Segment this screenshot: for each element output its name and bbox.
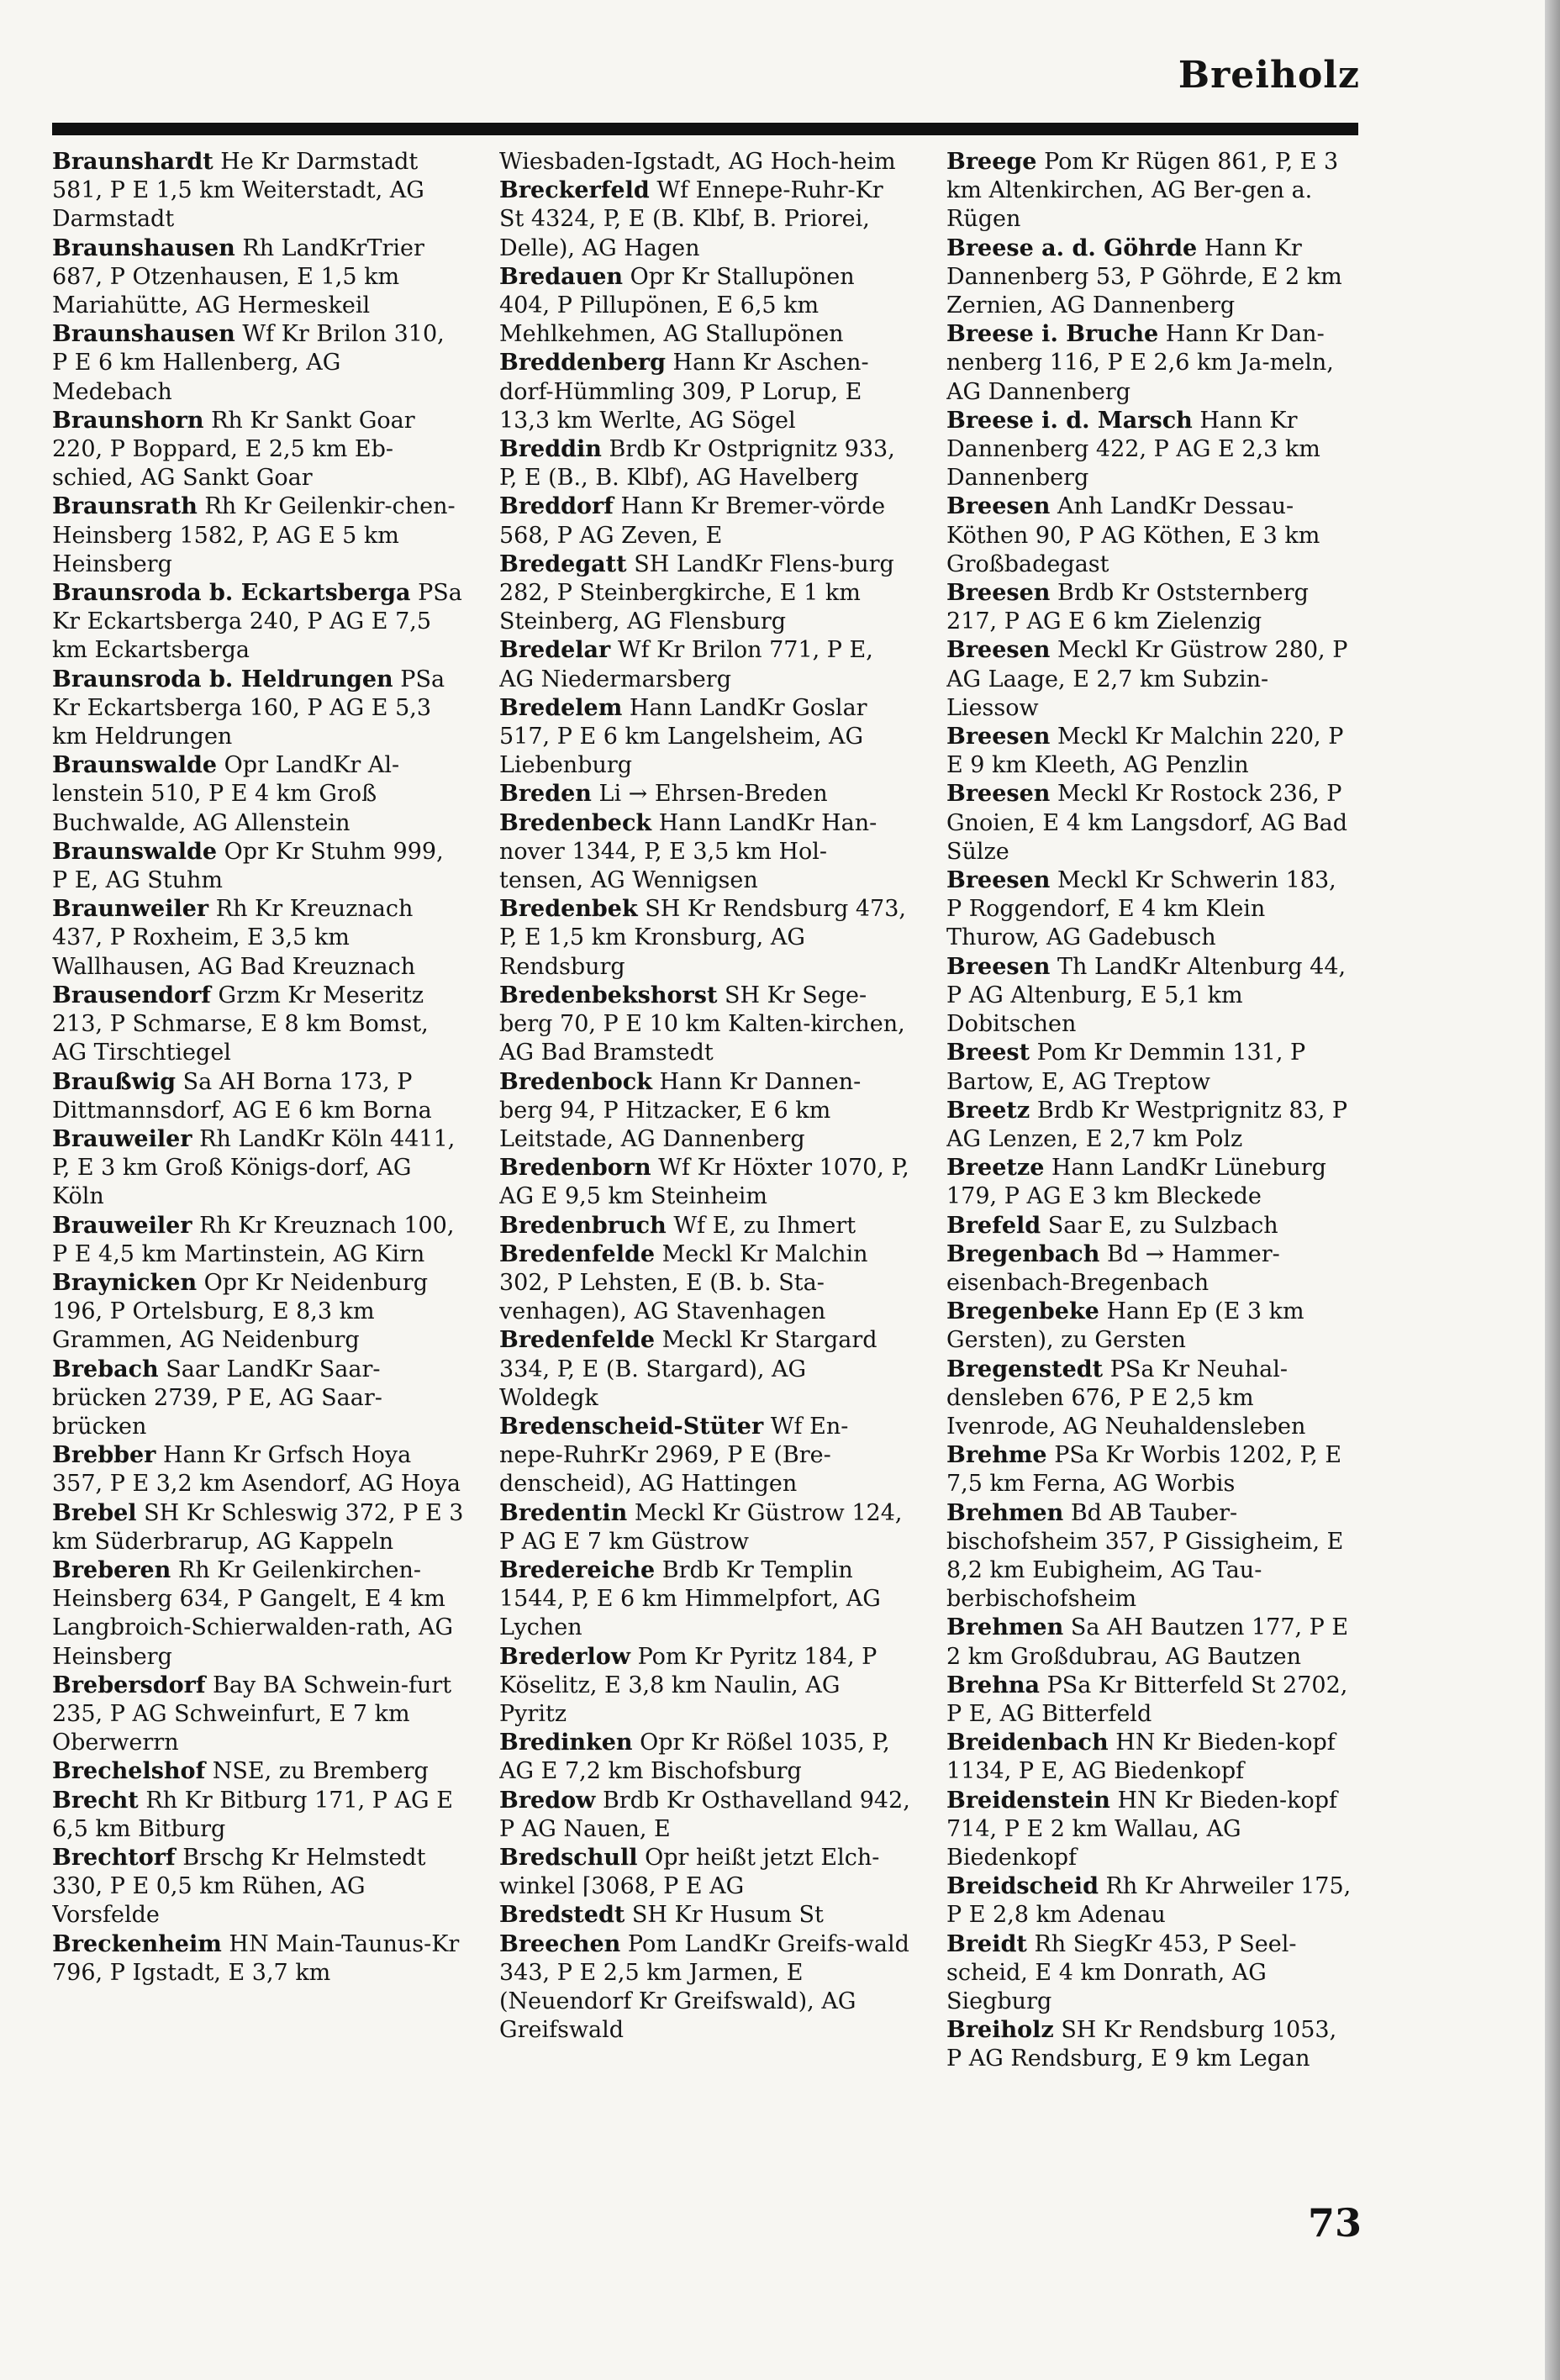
gazetteer-entry (52, 1356, 464, 1442)
entry-headword: Bredinken (499, 1730, 633, 1756)
entry-headword: Breesen (946, 580, 1051, 607)
entry-headword: Braunsroda b. Eckartsberga (52, 580, 411, 607)
entry-headword: Breddin (499, 436, 602, 463)
gazetteer-entry (946, 1729, 1358, 1786)
entry-headword: Brehmen (946, 1614, 1064, 1641)
entry-headword: Brauweiler (52, 1212, 192, 1239)
entry-headword: Bredschull (499, 1844, 638, 1871)
entry-headword: Bredelar (499, 637, 611, 664)
entry-text: Pom Kr Demmin 131, P Bartow, E, AG Treptow (946, 1040, 1306, 1095)
entry-headword: Braunshardt (52, 149, 213, 175)
entry-headword: Breesen (946, 867, 1051, 894)
entry-headword: Bredenbock (499, 1068, 652, 1095)
entry-headword: Bredenfelde (499, 1240, 656, 1267)
entry-text: Opr heißt jetzt Elch-winkel ⌈3068, P E AG (499, 1844, 880, 1900)
gazetteer-entry (946, 1039, 1358, 1096)
gazetteer-entry (52, 1441, 464, 1498)
gazetteer-entry (499, 1413, 911, 1499)
entry-text: Meckl Kr Malchin 220, P E 9 km Kleeth, AG Penzlin (946, 724, 1344, 779)
entry-text: SH Kr Rendsburg 473, P, E 1,5 km Kronsburg, AG Rendsburg (499, 896, 906, 980)
entry-text: Hann Ep (E 3 km Gersten), zu Gersten (946, 1298, 1304, 1354)
column-2 (499, 148, 911, 2224)
gazetteer-entry (946, 579, 1358, 636)
gazetteer-entry (52, 1068, 464, 1125)
entry-headword: Bredenscheid-Stüter (499, 1413, 764, 1440)
entry-headword: Breden (499, 781, 592, 808)
gazetteer-entry (52, 1930, 464, 1988)
entry-headword: Braunswalde (52, 838, 218, 865)
gazetteer-entry (52, 1499, 464, 1556)
gazetteer-entry (499, 636, 911, 693)
entry-text: Meckl Kr Güstrow 124, P AG E 7 km Güstrow (499, 1499, 903, 1555)
entry-headword: Breddenberg (499, 350, 666, 376)
entry-headword: Bregenbeke (946, 1298, 1099, 1325)
gazetteer-entry (499, 780, 911, 808)
entry-headword: Braunsrath (52, 493, 198, 520)
entry-headword: Bredow (499, 1787, 596, 1814)
page-edge (1545, 0, 1560, 2380)
gazetteer-entry (499, 1326, 911, 1413)
entry-text: SH Kr Husum St (631, 1902, 824, 1929)
entry-headword: Braußwig (52, 1068, 177, 1095)
entry-headword: Breidt (946, 1930, 1027, 1957)
entry-headword: Bredstedt (499, 1902, 625, 1929)
gazetteer-entry (946, 723, 1358, 780)
entry-headword: Braunshorn (52, 407, 204, 434)
entry-headword: Breckerfeld (499, 177, 650, 204)
gazetteer-entry (499, 1068, 911, 1155)
entry-text: Hann Kr Grfsch Hoya 357, P E 3,2 km Asendorf, AG Hoya (52, 1442, 461, 1498)
gazetteer-entry (946, 234, 1358, 321)
gazetteer-entry (499, 982, 911, 1068)
entry-headword: Breese i. Bruche (946, 321, 1159, 348)
gazetteer-entry (52, 1672, 464, 1758)
gazetteer-entry (52, 579, 464, 666)
entry-text: Hann Kr Aschen-dorf-Hümmling 309, P Lorup, E 13,3 km Werlte, AG Sögel (499, 350, 869, 434)
gazetteer-entry (946, 1097, 1358, 1154)
entry-headword: Brechelshof (52, 1758, 206, 1785)
entry-text: PSa Kr Worbis 1202, P, E 7,5 km Ferna, AG Worbis (946, 1442, 1342, 1498)
entry-text: Rh Kr Kreuznach 437, P Roxheim, E 3,5 km Wallhausen, AG Bad Kreuznach (52, 896, 416, 980)
gazetteer-entry (499, 349, 911, 435)
gazetteer-entry (946, 1212, 1358, 1240)
entry-headword: Braunshausen (52, 321, 235, 348)
entry-headword: Brehmen (946, 1499, 1064, 1526)
entry-headword: Brehme (946, 1442, 1047, 1469)
entry-text: Sa AH Borna 173, P Dittmannsdorf, AG E 6 km Borna (52, 1068, 432, 1124)
entry-text: Bay BA Schwein-furt 235, P AG Schweinfurt, E 7 km Oberwerrn (52, 1672, 452, 1756)
entry-text: Bd → Hammer-eisenbach-Bregenbach (946, 1240, 1280, 1296)
entry-text: Pom Kr Pyritz 184, P Köselitz, E 3,8 km Naulin, AG Pyritz (499, 1643, 878, 1727)
entry-text: Brdb Kr Ostprignitz 933, P, E (B., B. Klbf), AG Havelberg (499, 436, 895, 492)
gazetteer-entry (499, 492, 911, 550)
gazetteer-entry (499, 550, 911, 637)
gazetteer-entry (946, 866, 1358, 953)
entry-headword: Breese i. d. Marsch (946, 407, 1193, 434)
gazetteer-entry (499, 1499, 911, 1556)
gazetteer-entry (499, 1154, 911, 1211)
entry-text: Hann LandKr Goslar 517, P E 6 km Langelsheim, AG Liebenburg (499, 694, 867, 779)
entry-text: Brdb Kr Osthavelland 942, P AG Nauen, E (499, 1787, 910, 1842)
entry-text: Saar E, zu Sulzbach (1047, 1212, 1278, 1239)
entry-headword: Breese a. d. Göhrde (946, 234, 1198, 261)
gazetteer-entry (946, 492, 1358, 579)
gazetteer-entry (946, 1298, 1358, 1355)
entry-headword: Breiholz (946, 2017, 1054, 2044)
entry-headword: Bredenbekshorst (499, 982, 718, 1008)
entry-text: Opr Kr Stallupönen 404, P Pillupönen, E 6,5 km Mehlkehmen, AG Stallupönen (499, 263, 855, 348)
entry-text: HN Kr Bieden-kopf 714, P E 2 km Wallau, AG Biedenkopf (946, 1787, 1338, 1871)
entry-headword: Breesen (946, 724, 1051, 750)
gazetteer-entry (52, 1844, 464, 1930)
entry-text: He Kr Darmstadt 581, P E 1,5 km Weiterstadt, AG Darmstadt (52, 149, 424, 233)
entry-headword: Brefeld (946, 1212, 1041, 1239)
entry-text: HN Main-Taunus-Kr 796, P Igstadt, E 3,7 km (52, 1930, 460, 1986)
entry-text: Pom LandKr Greifs-wald 343, P E 2,5 km Jarmen, E (Neuendorf Kr Greifswald), AG Greifswald (499, 1930, 909, 2044)
entry-text: NSE, zu Bremberg (212, 1758, 429, 1785)
gazetteer-entry (52, 982, 464, 1068)
entry-headword: Bredenbeck (499, 809, 652, 836)
gazetteer-entry (52, 1787, 464, 1844)
gazetteer-entry (499, 1844, 911, 1901)
entry-headword: Breidscheid (946, 1873, 1099, 1900)
entry-text: Hann LandKr Han-nover 1344, P, E 3,5 km Hol-tensen, AG Wennigsen (499, 809, 878, 894)
gazetteer-entry (499, 176, 911, 263)
gazetteer-entry (946, 953, 1358, 1040)
gazetteer-entry (946, 1787, 1358, 1873)
entry-text: Wf Kr Höxter 1070, P, AG E 9,5 km Steinheim (499, 1155, 909, 1210)
gazetteer-entry (946, 320, 1358, 407)
entry-headword: Brecht (52, 1787, 139, 1814)
entry-headword: Breddorf (499, 493, 614, 520)
gazetteer-entry (52, 1125, 464, 1212)
entry-text: Meckl Kr Malchin 302, P Lehsten, E (B. b. Sta-venhagen), AG Stavenhagen (499, 1240, 868, 1325)
gazetteer-entry (946, 636, 1358, 723)
entry-headword: Bredauen (499, 263, 624, 290)
gazetteer-entry (52, 751, 464, 838)
entry-text: HN Kr Bieden-kopf 1134, P E, AG Biedenkopf (946, 1730, 1336, 1785)
entry-headword: Breege (946, 149, 1037, 175)
entry-headword: Breidenbach (946, 1730, 1109, 1756)
gazetteer-entry (946, 1872, 1358, 1930)
entry-headword: Breidenstein (946, 1787, 1110, 1814)
entry-headword: Brebel (52, 1499, 137, 1526)
entry-headword: Brauweiler (52, 1125, 192, 1152)
entry-headword: Breckenheim (52, 1930, 222, 1957)
entry-text: Brschg Kr Helmstedt 330, P E 0,5 km Rühen, AG Vorsfelde (52, 1844, 426, 1929)
entry-headword: Bredenbek (499, 896, 638, 923)
gazetteer-entry (499, 694, 911, 781)
gazetteer-entry (946, 1441, 1358, 1498)
entry-headword: Breesen (946, 953, 1051, 980)
gazetteer-entry (499, 809, 911, 896)
entry-text: Wiesbaden-Igstadt, AG Hoch-heim (499, 149, 896, 175)
gazetteer-entry (946, 407, 1358, 493)
entry-text: Grzm Kr Meseritz 213, P Schmarse, E 8 km Bomst, AG Tirschtiegel (52, 982, 429, 1066)
entry-text: Opr Kr Rößel 1035, P, AG E 7,2 km Bischofsburg (499, 1730, 890, 1785)
entry-text: Opr LandKr Al-lenstein 510, P E 4 km Groß Buchwalde, AG Allenstein (52, 752, 400, 836)
entry-headword: Braunsroda b. Heldrungen (52, 666, 393, 692)
entry-headword: Braunweiler (52, 896, 209, 923)
entry-text: Saar LandKr Saar-brücken 2739, P E, AG Saar-brücken (52, 1356, 382, 1440)
entry-text: Wf E, zu Ihmert (673, 1212, 856, 1239)
entry-text: PSa Kr Eckartsberga 160, P AG E 5,3 km Heldrungen (52, 666, 445, 750)
entry-headword: Bregenstedt (946, 1356, 1104, 1382)
gazetteer-entry (946, 1240, 1358, 1298)
gazetteer-entry (52, 1556, 464, 1672)
gazetteer-entry (52, 407, 464, 493)
gazetteer-entry (499, 1930, 911, 2046)
entry-headword: Bredegatt (499, 550, 627, 577)
entry-text: Rh Kr Geilenkir-chen-Heinsberg 1582, P, AG E 5 km Heinsberg (52, 493, 456, 577)
gazetteer-entry (499, 1729, 911, 1786)
entry-text: Brdb Kr Westprignitz 83, P AG Lenzen, E 2,7 km Polz (946, 1097, 1348, 1152)
gazetteer-entry (52, 492, 464, 579)
gazetteer-entry (946, 1672, 1358, 1729)
gazetteer-entry (946, 148, 1358, 234)
entry-headword: Bredelem (499, 694, 623, 721)
entry-text: PSa Kr Bitterfeld St 2702, P E, AG Bitterfeld (946, 1672, 1348, 1727)
entry-headword: Breesen (946, 493, 1051, 520)
entry-text: SH Kr Schleswig 372, P E 3 km Süderbrarup, AG Kappeln (52, 1499, 464, 1555)
page-number: 73 (1307, 2200, 1362, 2246)
entry-text: Hann Kr Bremer-vörde 568, P AG Zeven, E (499, 493, 886, 549)
gazetteer-entry (499, 1556, 911, 1643)
entry-text: Bd AB Tauber-bischofsheim 357, P Gissigheim, E 8,2 km Eubigheim, AG Tau-berbischofsheim (946, 1499, 1344, 1613)
gazetteer-entry (946, 1154, 1358, 1211)
entry-headword: Bredentin (499, 1499, 628, 1526)
gazetteer-entry (52, 1757, 464, 1786)
gazetteer-entry (946, 1499, 1358, 1614)
gazetteer-entry (52, 1269, 464, 1356)
gazetteer-entry (946, 1930, 1358, 2017)
entry-headword: Bregenbach (946, 1240, 1100, 1267)
entry-text: Rh Kr Geilenkirchen-Heinsberg 634, P Gangelt, E 4 km Langbroich-Schierwalden-rath, AG Heinsberg (52, 1556, 454, 1670)
gazetteer-entry (52, 895, 464, 982)
entry-text: Meckl Kr Güstrow 280, P AG Laage, E 2,7 km Subzin-Liessow (946, 637, 1348, 721)
gazetteer-entry (499, 1901, 911, 1930)
entry-text: Brdb Kr Templin 1544, P, E 6 km Himmelpfort, AG Lychen (499, 1556, 881, 1641)
entry-headword: Breesen (946, 637, 1051, 664)
gazetteer-entry (499, 895, 911, 982)
entry-text: Rh LandKr Köln 4411, P, E 3 km Groß Königs-dorf, AG Köln (52, 1125, 456, 1210)
entry-text: SH Kr Sege-berg 70, P E 10 km Kalten-kirchen, AG Bad Bramstedt (499, 982, 905, 1066)
entry-text: SH Kr Rendsburg 1053, P AG Rendsburg, E 9 km Legan (946, 2017, 1337, 2072)
entry-text: Wf Kr Brilon 771, P E, AG Niedermarsberg (499, 637, 873, 692)
entry-headword: Braunswalde (52, 752, 218, 779)
gazetteer-entry (946, 1356, 1358, 1442)
entry-text: Pom Kr Rügen 861, P, E 3 km Altenkirchen, AG Ber-gen a. Rügen (946, 149, 1339, 233)
entry-headword: Breberen (52, 1556, 171, 1583)
entry-text: Opr Kr Stuhm 999, P E, AG Stuhm (52, 838, 444, 894)
column-3 (946, 148, 1358, 2224)
entry-headword: Braynicken (52, 1269, 198, 1296)
entry-text: Hann Kr Dannenberg 422, P AG E 2,3 km Dannenberg (946, 407, 1320, 492)
gazetteer-entry (52, 666, 464, 752)
entry-headword: Brausendorf (52, 982, 211, 1008)
entry-text: Rh Kr Ahrweiler 175, P E 2,8 km Adenau (946, 1873, 1352, 1929)
gazetteer-entry (499, 263, 911, 350)
entry-text: Wf En-nepe-RuhrKr 2969, P E (Bre-denscheid), AG Hattingen (499, 1413, 849, 1498)
entry-text: Hann Kr Dannenberg 53, P Göhrde, E 2 km Zernien, AG Dannenberg (946, 234, 1342, 319)
entry-headword: Bredenbruch (499, 1212, 667, 1239)
entry-text: PSa Kr Neuhal-densleben 676, P E 2,5 km Ivenrode, AG Neuhaldensleben (946, 1356, 1306, 1440)
gazetteer-entry (499, 1240, 911, 1327)
entry-text: Meckl Kr Schwerin 183, P Roggendorf, E 4 km Klein Thurow, AG Gadebusch (946, 867, 1336, 951)
entry-text: Hann Kr Dan-nenberg 116, P E 2,6 km Ja-meln, AG Dannenberg (946, 321, 1334, 405)
entry-text: Th LandKr Altenburg 44, P AG Altenburg, E 5,1 km Dobitschen (946, 953, 1347, 1038)
entry-text: Brdb Kr Oststernberg 217, P AG E 6 km Zielenzig (946, 580, 1309, 635)
entry-headword: Brebach (52, 1356, 159, 1382)
gazetteer-entry (499, 148, 911, 176)
entry-text: Meckl Kr Rostock 236, P Gnoien, E 4 km Langsdorf, AG Bad Sülze (946, 781, 1348, 865)
entry-headword: Breetze (946, 1155, 1045, 1182)
gazetteer-entry (52, 320, 464, 407)
gazetteer-entry (946, 780, 1358, 866)
entry-headword: Breest (946, 1040, 1030, 1066)
gazetteer-entry (499, 435, 911, 492)
entry-text: Rh Kr Bitburg 171, P AG E 6,5 km Bitburg (52, 1787, 453, 1842)
entry-text: Sa AH Bautzen 177, P E 2 km Großdubrau, AG Bautzen (946, 1614, 1349, 1670)
entry-headword: Bredenborn (499, 1155, 651, 1182)
entry-text: Meckl Kr Stargard 334, P, E (B. Stargard), AG Woldegk (499, 1327, 878, 1411)
entry-headword: Braunshausen (52, 234, 235, 261)
gazetteer-entry (946, 1614, 1358, 1671)
gazetteer-entry (946, 2016, 1358, 2073)
gazetteer-entry (499, 1787, 911, 1844)
gazetteer-entry (52, 148, 464, 234)
entry-text: Wf Ennepe-Ruhr-Kr St 4324, P, E (B. Klbf, B. Priorei, Delle), AG Hagen (499, 177, 883, 261)
entry-text: Opr Kr Neidenburg 196, P Ortelsburg, E 8,3 km Grammen, AG Neidenburg (52, 1269, 428, 1354)
entry-text: Wf Kr Brilon 310, P E 6 km Hallenberg, AG Medebach (52, 321, 445, 405)
gazetteer-entry (52, 1212, 464, 1269)
entry-text: Rh Kr Sankt Goar 220, P Boppard, E 2,5 km Eb-schied, AG Sankt Goar (52, 407, 415, 492)
header-rule (52, 123, 1358, 135)
entry-headword: Bredenfelde (499, 1327, 656, 1354)
column-1 (52, 148, 464, 2224)
entry-headword: Breesen (946, 781, 1051, 808)
entry-text: Li → Ehrsen-Breden (598, 781, 828, 808)
entry-text: Rh LandKrTrier 687, P Otzenhausen, E 1,5 km Mariahütte, AG Hermeskeil (52, 234, 424, 319)
entry-text: Anh LandKr Dessau-Köthen 90, P AG Köthen, E 3 km Großbadegast (946, 493, 1320, 577)
entry-headword: Breechen (499, 1930, 621, 1957)
entry-text: Rh Kr Kreuznach 100, P E 4,5 km Martinstein, AG Kirn (52, 1212, 455, 1267)
running-header: Breiholz (1178, 54, 1360, 97)
entry-text: Rh SiegKr 453, P Seel-scheid, E 4 km Donrath, AG Siegburg (946, 1930, 1297, 2014)
gazetteer-entry (52, 838, 464, 895)
entry-headword: Brehna (946, 1672, 1040, 1698)
entry-headword: Brederlow (499, 1643, 631, 1670)
gazetteer-entry (52, 234, 464, 321)
gazetteer-entry (499, 1212, 911, 1240)
entry-text: SH LandKr Flens-burg 282, P Steinbergkirche, E 1 km Steinberg, AG Flensburg (499, 550, 894, 635)
entry-text: Hann Kr Dannen-berg 94, P Hitzacker, E 6 km Leitstade, AG Dannenberg (499, 1068, 862, 1152)
entry-headword: Brebersdorf (52, 1672, 206, 1698)
entry-headword: Brechtorf (52, 1844, 176, 1871)
entry-text: PSa Kr Eckartsberga 240, P AG E 7,5 km Eckartsberga (52, 580, 462, 664)
entry-headword: Bredereiche (499, 1556, 656, 1583)
entry-text: Hann LandKr Lüneburg 179, P AG E 3 km Bleckede (946, 1155, 1326, 1210)
entry-headword: Brebber (52, 1442, 156, 1469)
gazetteer-columns (52, 148, 1358, 2224)
gazetteer-entry (499, 1643, 911, 1730)
entry-headword: Breetz (946, 1097, 1030, 1124)
